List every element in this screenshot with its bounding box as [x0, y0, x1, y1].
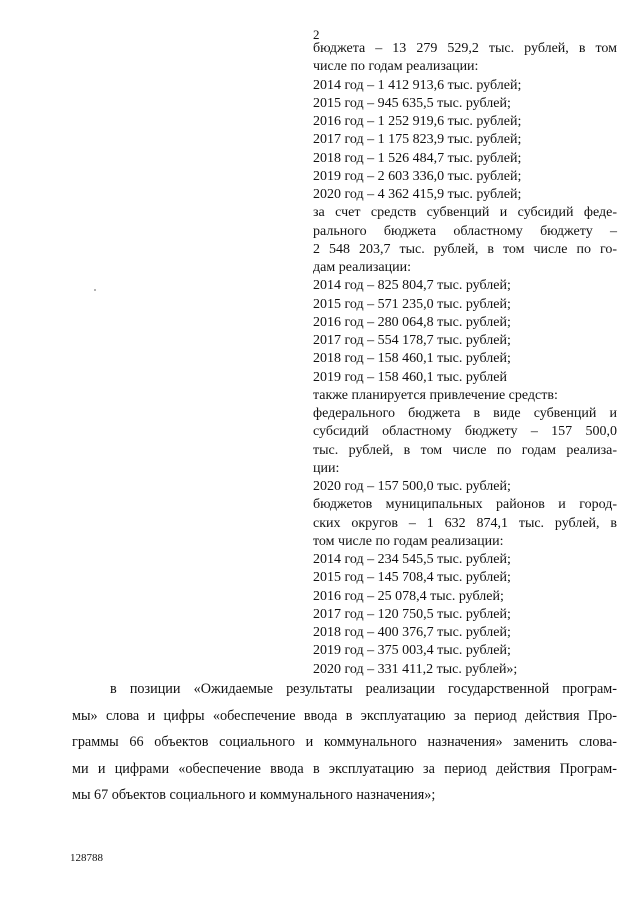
- column-line: дам реализации:: [313, 260, 412, 275]
- amendment-line: в позиции «Ожидаемые результаты реализации государственной програм-: [110, 681, 617, 697]
- column-line: ских округов – 1 632 874,1 тыс. рублей, в: [313, 515, 617, 531]
- column-line: 2018 год – 400 376,7 тыс. рублей;: [313, 625, 511, 640]
- column-line: 2019 год – 375 003,4 тыс. рублей;: [313, 643, 511, 659]
- column-line: ции:: [313, 460, 340, 476]
- column-line: рального бюджета областному бюджету –: [313, 223, 617, 239]
- column-line: числе по годам реализации:: [313, 59, 479, 75]
- column-line: 2017 год – 554 178,7 тыс. рублей;: [313, 333, 511, 348]
- amendment-line: ми и цифрами «обеспечение ввода в эксплуатацию за период действия Програм-: [72, 760, 617, 777]
- column-line: 2016 год – 1 252 919,6 тыс. рублей;: [313, 114, 522, 129]
- column-line: 2020 год – 331 411,2 тыс. рублей»;: [313, 661, 518, 677]
- amendment-line: мы 67 объектов социального и коммунального назначения»;: [72, 787, 436, 804]
- column-line: 2018 год – 1 526 484,7 тыс. рублей;: [313, 150, 522, 166]
- column-line: 2018 год – 158 460,1 тыс. рублей;: [313, 351, 511, 367]
- column-line: 2015 год – 945 635,5 тыс. рублей;: [313, 95, 511, 111]
- amendment-line: граммы 66 объектов социального и коммунального назначения» заменить слова-: [72, 734, 617, 751]
- column-line: 2015 год – 145 708,4 тыс. рублей;: [313, 570, 511, 586]
- document-code: 128788: [70, 852, 103, 864]
- scan-speck: [94, 289, 96, 291]
- column-line: бюджетов муниципальных районов и город-: [313, 497, 617, 513]
- column-line: 2019 год – 2 603 336,0 тыс. рублей;: [313, 168, 522, 184]
- column-line: 2017 год – 120 750,5 тыс. рублей;: [313, 606, 511, 622]
- column-line: федерального бюджета в виде субвенций и: [313, 406, 617, 421]
- column-line: 2020 год – 157 500,0 тыс. рублей;: [313, 479, 511, 494]
- column-line: 2 548 203,7 тыс. рублей, в том числе по го-: [313, 241, 617, 257]
- column-line: бюджета – 13 279 529,2 тыс. рублей, в том: [313, 41, 617, 56]
- column-line: 2019 год – 158 460,1 тыс. рублей: [313, 369, 507, 385]
- column-line: также планируется привлечение средств:: [313, 387, 558, 403]
- page-number: 2: [313, 27, 320, 42]
- column-line: 2016 год – 280 064,8 тыс. рублей;: [313, 314, 511, 330]
- column-line: 2017 год – 1 175 823,9 тыс. рублей;: [313, 132, 522, 148]
- column-line: 2014 год – 1 412 913,6 тыс. рублей;: [313, 77, 522, 93]
- column-line: тыс. рублей, в том числе по годам реализа-: [313, 442, 617, 458]
- column-line: 2014 год – 234 545,5 тыс. рублей;: [313, 552, 511, 567]
- column-line: за счет средств субвенций и субсидий феде-: [313, 205, 617, 221]
- column-line: том числе по годам реализации:: [313, 533, 504, 549]
- column-line: 2020 год – 4 362 415,9 тыс. рублей;: [313, 187, 522, 202]
- funding-column: [313, 40, 617, 679]
- column-line: 2014 год – 825 804,7 тыс. рублей;: [313, 278, 511, 294]
- amendment-paragraph: [72, 676, 617, 809]
- column-line: субсидий областному бюджету – 157 500,0: [313, 424, 617, 440]
- amendment-line: мы» слова и цифры «обеспечение ввода в эксплуатацию за период действия Про-: [72, 707, 617, 724]
- column-line: 2016 год – 25 078,4 тыс. рублей;: [313, 588, 504, 604]
- column-line: 2015 год – 571 235,0 тыс. рублей;: [313, 296, 511, 312]
